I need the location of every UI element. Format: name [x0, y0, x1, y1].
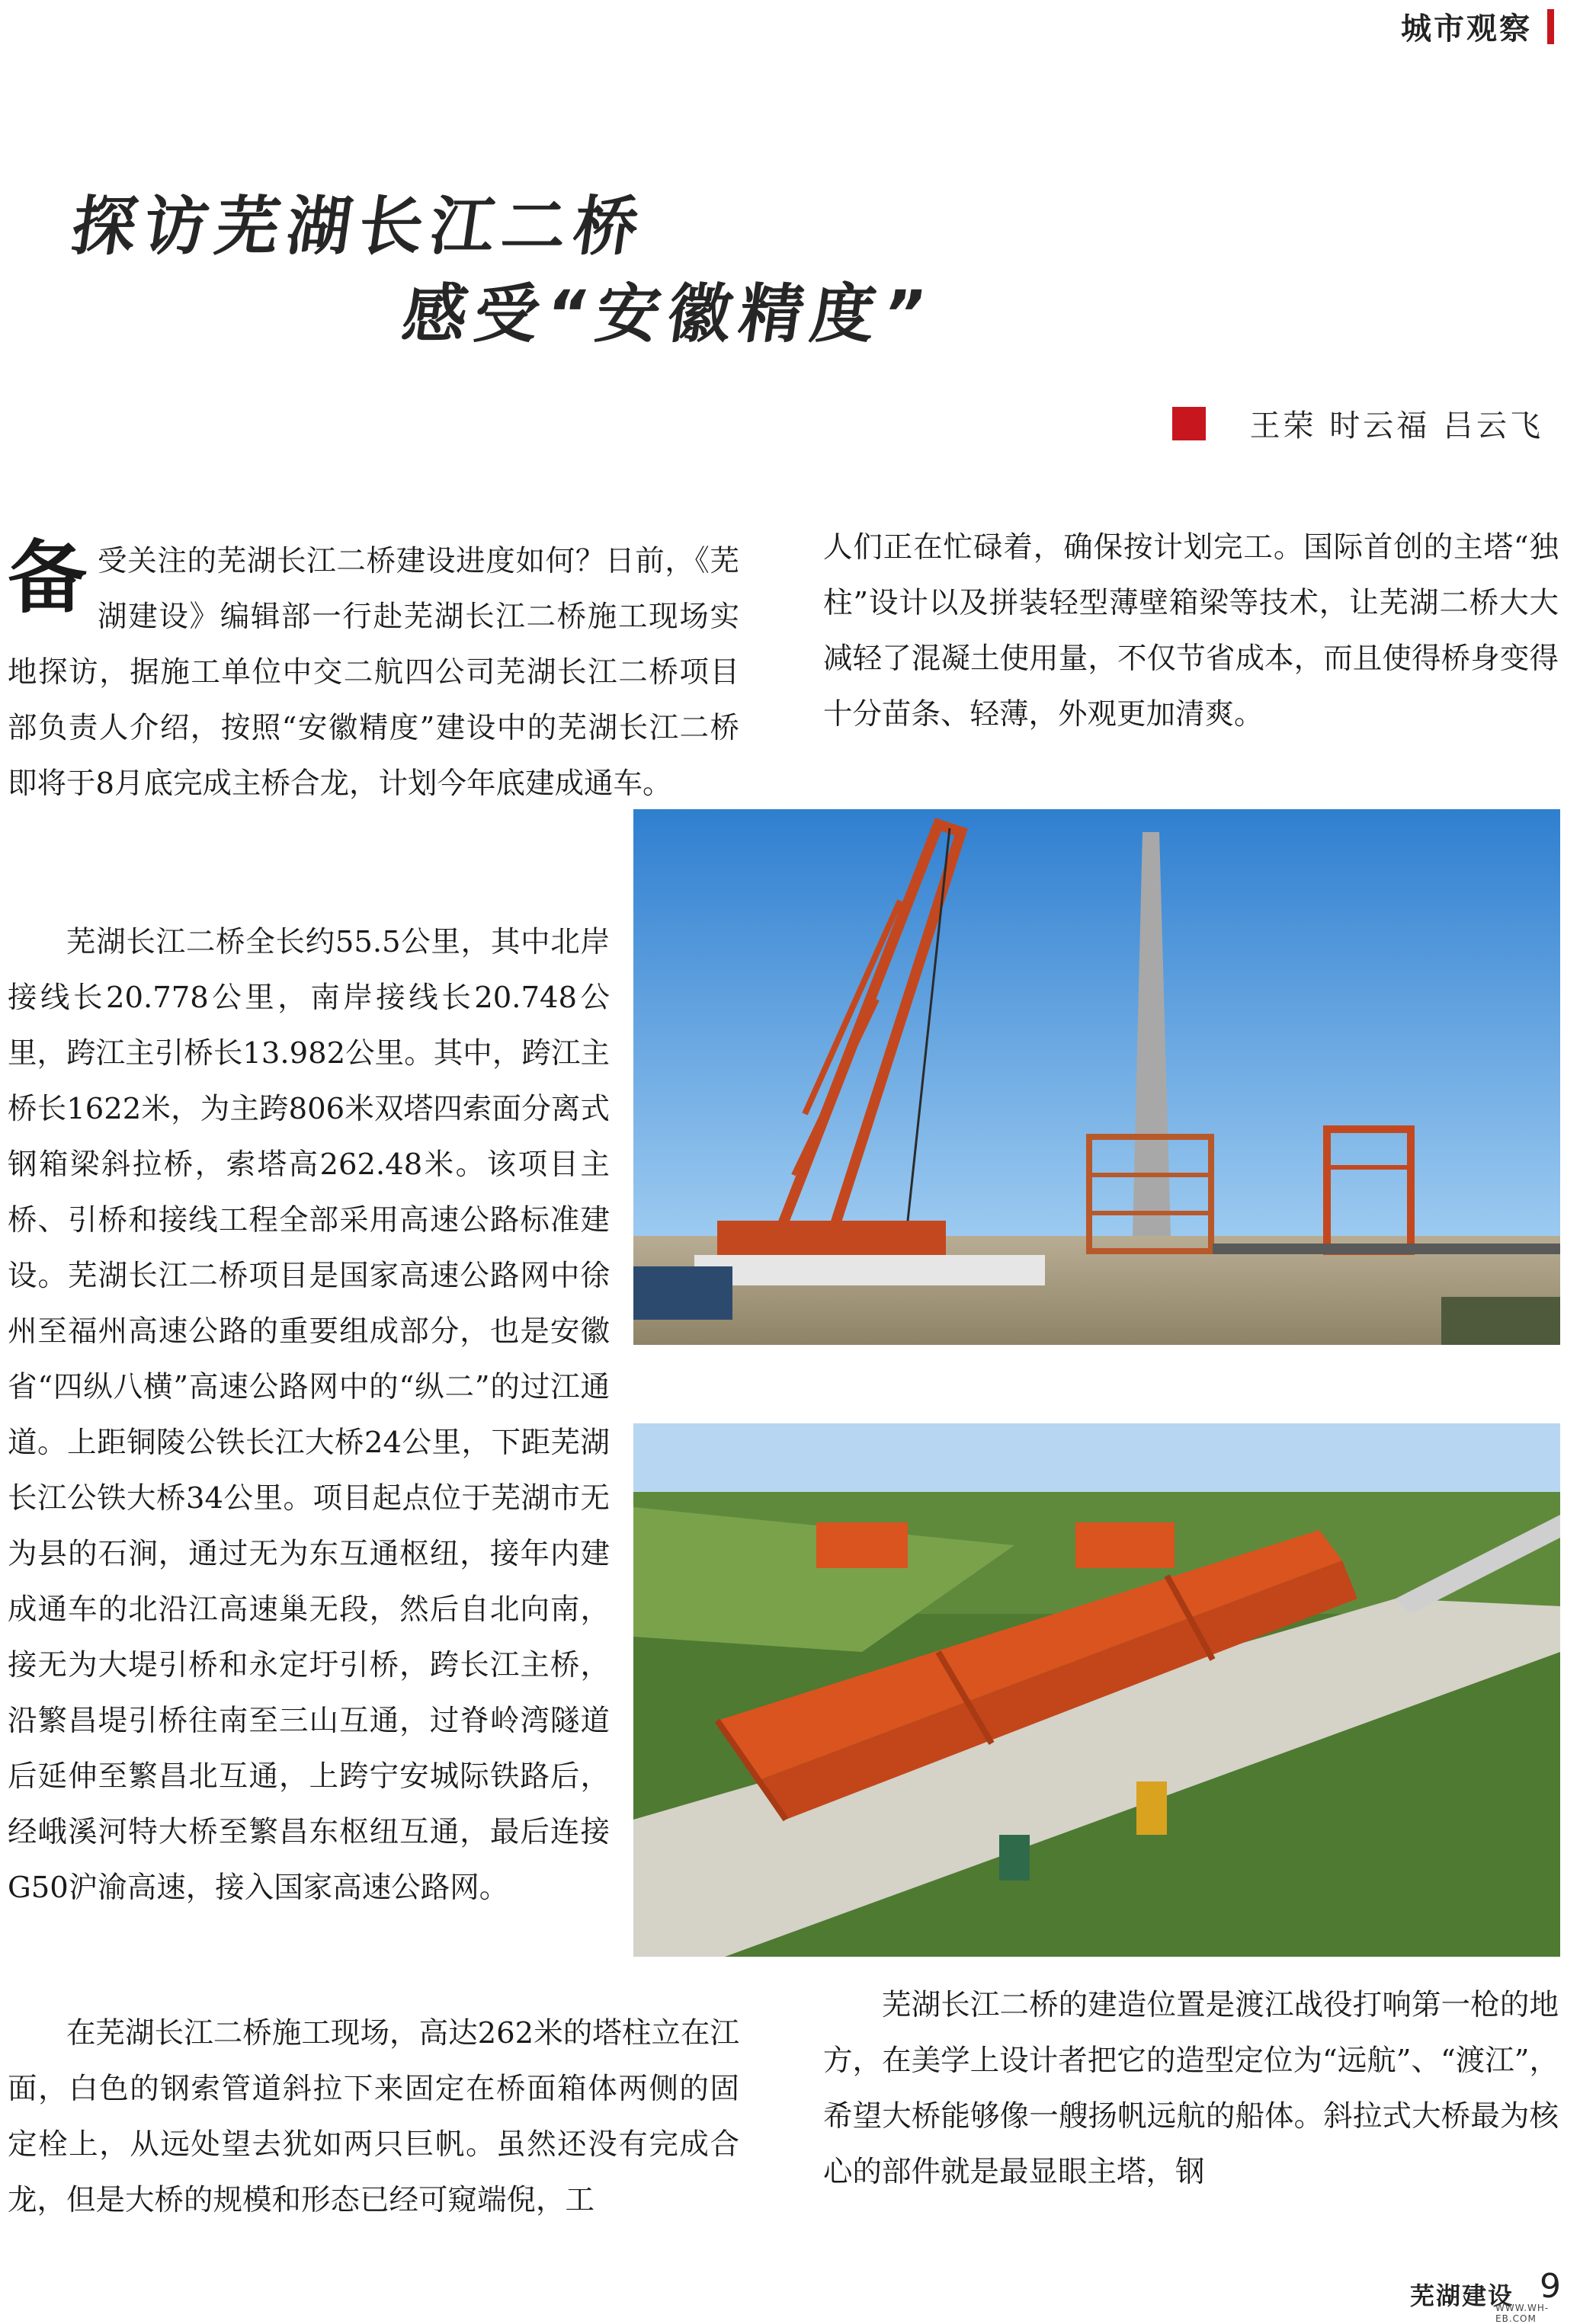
byline [1172, 402, 1543, 445]
body-left-narrow [8, 914, 610, 1916]
byline-marker [1172, 407, 1206, 440]
body-right-top [823, 520, 1559, 742]
aerial-construction-illustration [633, 1423, 1560, 1957]
page-number: 9 [1540, 2267, 1561, 2306]
body-left-bottom [8, 2005, 739, 2228]
paragraph-right-top: 人们正在忙碌着，确保按计划完工。国际首创的主塔“独柱”设计以及拼装轻型薄壁箱梁等技术，让芜湖二桥大大减轻了混凝土使用量，不仅节省成本，而且使得桥身变得十分苗条、轻薄，外观更加清爽。 [823, 530, 1559, 731]
paragraph-2: 芜湖长江二桥全长约55.5公里，其中北岸接线长20.778公里，南岸接线长20.748公里，跨江主引桥长13.982公里。其中，跨江主桥长1622米，为主跨806米双塔四索面分离式钢箱梁斜拉桥，索塔高262.48米。该项目主桥、引桥和接线工程全部采用高速公路标准建设。芜湖长江二桥项目是国家高速公路网中徐州至福州高速公路的重要组成部分，也是安徽省“四纵八横”高速公路网中的“纵二”的过江通道。上距铜陵公铁长江大桥24公里，下距芜湖长江公铁大桥34公里。项目起点位于芜湖市无为县的石涧，通过无为东互通枢纽，接年内建成通车的北沿江高速巢无段，然后自北向南，接无为大堤引桥和永定圩引桥，跨长江主桥，沿繁昌堤引桥往南至三山互通，过脊岭湾隧道后延伸至繁昌北互通，上跨宁安城际铁路后，经峨溪河特大桥至繁昌东枢纽互通，最后连接G50沪渝高速，接入国家高速公路网。 [8, 925, 610, 1905]
headline-line-2: 感受“安徽精度” [398, 277, 938, 351]
section-bar [1547, 9, 1554, 44]
headline-line-1: 探访芜湖长江二桥 [67, 189, 651, 264]
footer-watermark: WWW.WH-EB.COM [1495, 2303, 1550, 2324]
dropcap: 备 [8, 531, 88, 624]
body-left-top [8, 533, 739, 811]
footer-magazine: 芜湖建设 [1410, 2281, 1514, 2310]
bridge-tower-illustration [633, 809, 1560, 1345]
body-right-bottom [823, 1977, 1559, 2200]
photo-bridge-tower [633, 809, 1560, 1345]
paragraph-1 [8, 533, 739, 811]
paragraph-right-bottom: 芜湖长江二桥的建造位置是渡江战役打响第一枪的地方，在美学上设计者把它的造型定位为“远航”、“渡江”，希望大桥能够像一艘扬帆远航的船体。斜拉式大桥最为核心的部件就是最显眼主塔，钢 [823, 1988, 1559, 2189]
section-label: 城市观察 [1401, 11, 1532, 46]
paragraph-1-text: 受关注的芜湖长江二桥建设进度如何？日前，《芜湖建设》编辑部一行赴芜湖长江二桥施工现场实地探访，据施工单位中交二航四公司芜湖长江二桥项目部负责人介绍，按照“安徽精度”建设中的芜湖长江二桥即将于8月底完成主桥合龙，计划今年底建成通车。 [8, 544, 739, 801]
paragraph-3: 在芜湖长江二桥施工现场，高达262米的塔柱立在江面，白色的钢索管道斜拉下来固定在桥面箱体两侧的固定栓上，从远处望去犹如两只巨帆。虽然还没有完成合龙，但是大桥的规模和形态已经可窥端倪，工 [8, 2016, 739, 2217]
photo-aerial-construction [633, 1423, 1560, 1957]
author-names: 王荣 时云福 吕云飞 [1249, 408, 1543, 443]
section-tag [1401, 5, 1554, 48]
